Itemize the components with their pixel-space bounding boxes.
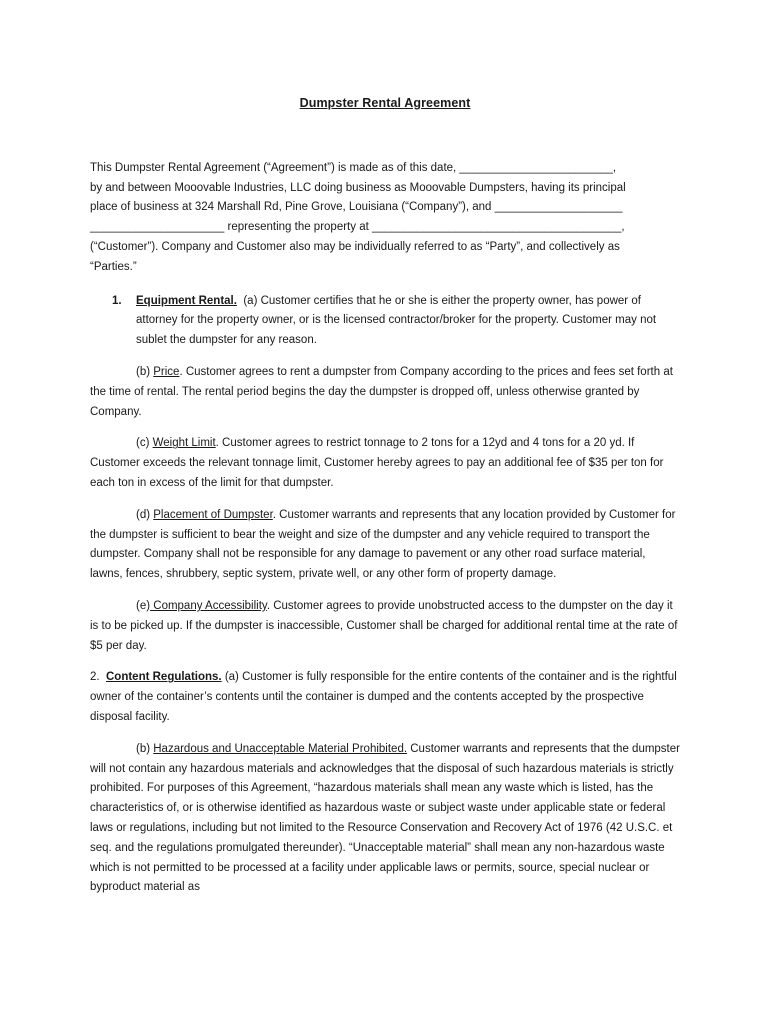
section-2b-paragraph [90, 740, 680, 898]
section-1b-heading: Price [153, 365, 180, 378]
section-1e-heading: Company Accessibility [150, 599, 267, 612]
section-1b-prefix: (b) [136, 365, 154, 378]
section-2a-text: (a) Customer is fully responsible for the entire contents of the container and is the rightful owner of the container’s contents until the container is dumped and the contents accepted by the prospective disposal facility. [90, 671, 677, 723]
section-1d-text: . Customer warrants and represents that any location provided by Customer for the dumpster is sufficient to bear the weight and size of the dumpster and any vehicle required to transport the dumpster. Company shall not be responsible for any damage to pavement or any other road surface material, lawns, fences, shrubbery, septic system, private well, or any other form of property damage. [90, 508, 676, 581]
section-2b-prefix: (b) [136, 742, 154, 755]
section-1d-paragraph [90, 506, 680, 585]
section-1d-heading: Placement of Dumpster [153, 508, 273, 521]
section-2a-paragraph [90, 668, 680, 727]
intro-line-1: This Dumpster Rental Agreement (“Agreement”) is made as of this date, ________________________, [90, 161, 617, 174]
intro-line-5: (“Customer”). Company and Customer also may be individually referred to as “Party”, and collectively as [90, 240, 620, 253]
intro-line-3: place of business at 324 Marshall Rd, Pine Grove, Louisiana (“Company”), and ____________________ [90, 201, 623, 214]
document-body [90, 94, 680, 910]
section-2b-heading: Hazardous and Unacceptable Material Prohibited. [153, 742, 408, 755]
section-1-number: 1. [112, 294, 122, 307]
section-2-heading: Content Regulations. [105, 671, 222, 684]
intro-line-6: “Parties.” [90, 260, 137, 273]
section-2b-text: Customer warrants and represents that the dumpster will not contain any hazardous materials and acknowledges that the disposal of such hazardous materials is strictly prohibited. For purposes of this Agreement, “hazardous materials shall mean any waste which is listed, has the characteristics of, or is otherwise identified as hazardous waste or subject waste under applicable state or federal laws or regulations, including but not limited to the Resource Conservation and Recovery Act of 1976 (42 U.S.C. et seq. and the regulations promulgated thereunder). “Unacceptable material” shall mean any non-hazardous waste which is not permitted to be processed at a facility under applicable laws or permits, source, special nuclear or byproduct material as [90, 742, 680, 894]
intro-paragraph [90, 159, 680, 278]
section-1-heading: Equipment Rental. [136, 294, 237, 307]
section-1c-paragraph [90, 434, 680, 493]
section-2-number: 2. [90, 671, 100, 684]
intro-line-2: by and between Mooovable Industries, LLC doing business as Mooovable Dumpsters, having its principal [90, 181, 626, 194]
intro-line-4: _____________________ representing the property at _______________________________________, [90, 221, 625, 234]
section-1e-prefix: (e) [136, 599, 151, 612]
section-1c-text: . Customer agrees to restrict tonnage to 2 tons for a 12yd and 4 tons for a 20 yd. If Customer exceeds the relevant tonnage limit, Customer hereby agrees to pay an additional fee of $35 per ton for each ton in excess of the limit for that dumpster. [90, 437, 664, 489]
section-1d-prefix: (d) [136, 508, 154, 521]
section-1a-text: (a) Customer certifies that he or she is either the property owner, has power of attorney for the property owner, or is the licensed contractor/broker for the property. Customer may not sublet the dumpster for any reason. [136, 294, 657, 347]
section-1b-text: . Customer agrees to rent a dumpster from Company according to the prices and fees set forth at the time of rental. The rental period begins the day the dumpster is dropped off, unless otherwise granted by Company. [90, 365, 673, 418]
section-1b-paragraph [90, 363, 680, 422]
document-title: Dumpster Rental Agreement [299, 96, 471, 110]
section-1c-prefix: (c) [136, 437, 153, 450]
section-1a-paragraph [90, 292, 680, 351]
section-1c-heading: Weight Limit [152, 437, 216, 450]
section-1e-text: . Customer agrees to provide unobstructed access to the dumpster on the day it is to be picked up. If the dumpster is inaccessible, Customer shall be charged for additional rental time at the rate of $5 per day. [90, 599, 678, 652]
section-1e-paragraph [90, 597, 680, 656]
